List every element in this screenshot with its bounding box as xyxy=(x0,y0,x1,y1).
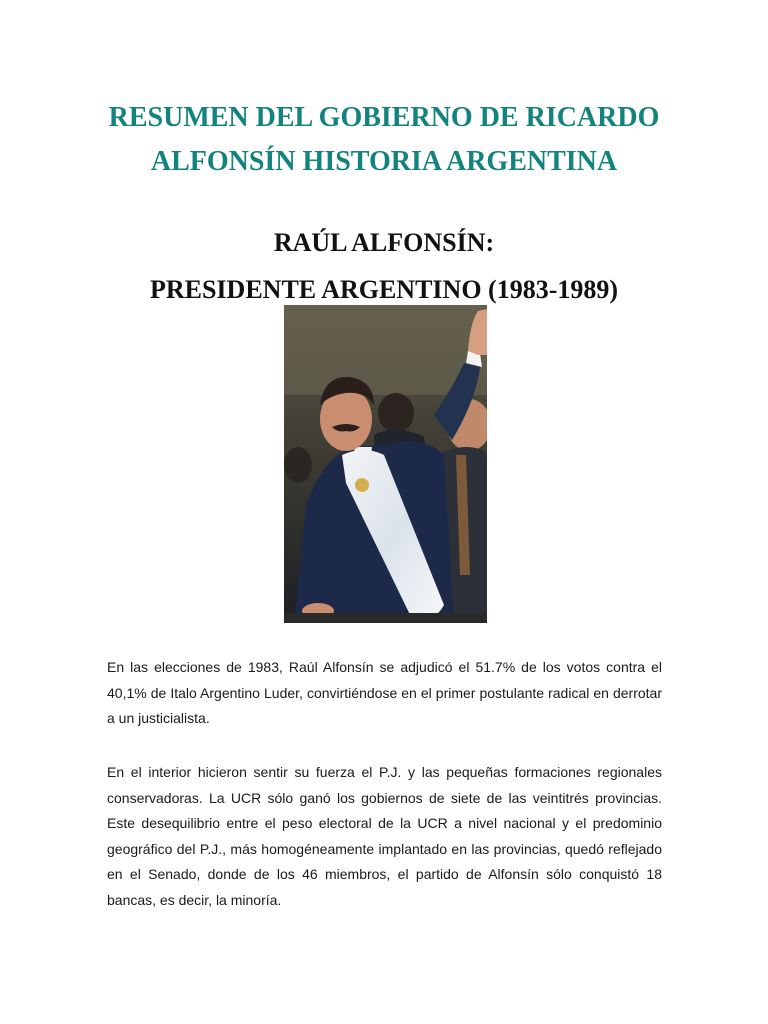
subtitle-line-1: RAÚL ALFONSÍN: xyxy=(273,228,495,257)
document-title: RESUMEN DEL GOBIERNO DE RICARDO ALFONSÍN HISTORIA ARGENTINA xyxy=(108,102,660,177)
paragraph-1: En las elecciones de 1983, Raúl Alfonsín se adjudicó el 51.7% de los votos contra el 40,1% de Italo Argentino Luder, convirtiéndose en el primer postulante radical en derrotar a un justicialista. xyxy=(107,659,662,726)
president-photo xyxy=(284,305,487,623)
subtitle-line-2: PRESIDENTE ARGENTINO (1983-1989) xyxy=(149,275,619,304)
paragraph-2: En el interior hicieron sentir su fuerza el P.J. y las pequeñas formaciones regionales conservadoras. La UCR sólo ganó los gobiernos de siete de las veintitrés provincias. Este desequilibrio entre el peso electoral de la UCR a nivel nacional y el predominio geográfico del P.J., más homogéneamente implantado en las provincias, quedó reflejado en el Senado, donde de los 46 miembros, el partido de Alfonsín sólo conquistó 18 bancas, es decir, la minoría. xyxy=(107,764,662,908)
